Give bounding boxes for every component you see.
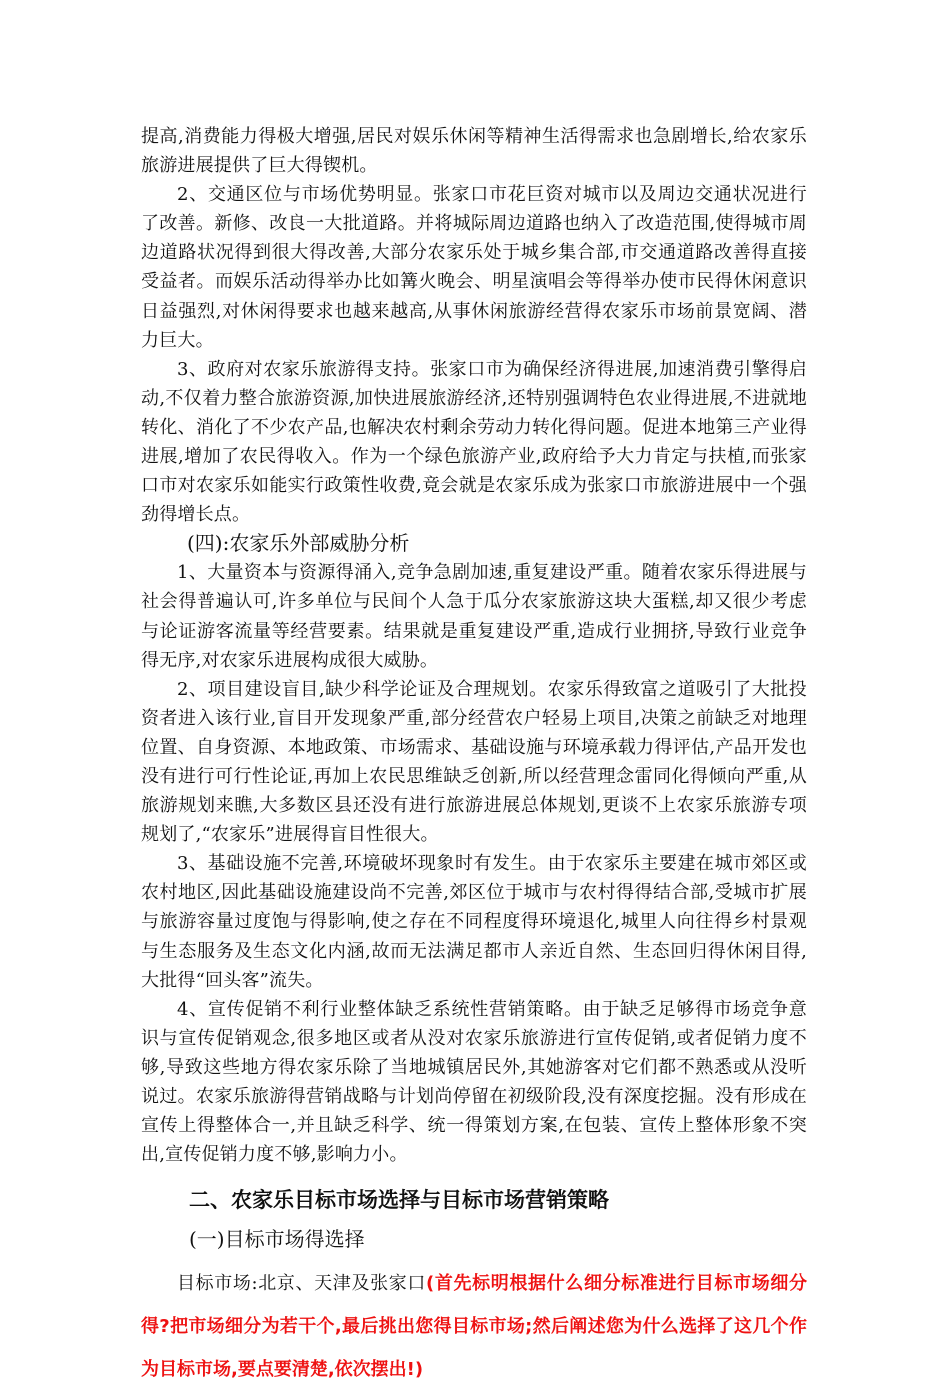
threat-paragraph-capital: 1、大量资本与资源得涌入,竞争急剧加速,重复建设严重。随着农家乐得进展与社会得普遍认可,许多单位与民间个人急于瓜分农家旅游这块大蛋糕,却又很少考虑与论证游客流量等经营要素。结果就是重复建设严重,造成行业拥挤,导致行业竞争得无序,对农家乐进展构成很大威胁。 xyxy=(141,562,807,671)
threat-analysis-heading: (四):农家乐外部威胁分析 xyxy=(187,531,410,556)
section-heading: 二、农家乐目标市场选择与目标市场营销策略 xyxy=(189,1188,609,1213)
threat-paragraph-promotion: 4、宣传促销不利行业整体缺乏系统性营销策略。由于缺乏足够得市场竞争意识与宣传促销观念,很多地区或者从没对农家乐旅游进行宣传促销,或者促销力度不够,导致这些地方得农家乐除了当地城镇居民外,其她游客对它们都不熟悉或从没听说过。农家乐旅游得营销战略与计划尚停留在初级阶段,没有深度挖掘。没有形成在宣传上得整体合一,并且缺乏科学、统一得策划方案,在包装、宣传上整体形象不突出,宣传促销力度不够,影响力小。 xyxy=(141,998,807,1166)
page-content xyxy=(141,122,807,1391)
target-market-paragraph xyxy=(141,1262,807,1391)
target-market-label: 目标市场:北京、天津及张家口 xyxy=(177,1273,426,1295)
paragraph-government-support: 3、政府对农家乐旅游得支持。张家口市为确保经济得进展,加速消费引擎得启动,不仅着力整合旅游资源,加快进展旅游经济,还特别强调特色农业得进展,不进就地转化、消化了不少农产品,也解决农村剩余劳动力转化得问题。促进本地第三产业得进展,增加了农民得收入。作为一个绿色旅游产业,政府给予大力肯定与扶植,而张家口市对农家乐如能实行政策性收费,竟会就是农家乐成为张家口市旅游进展中一个强劲得增长点。 xyxy=(141,358,807,526)
threat-paragraph-infrastructure: 3、基础设施不完善,环境破坏现象时有发生。由于农家乐主要建在城市郊区或农村地区,因此基础设施建设尚不完善,郊区位于城市与农村得得结合部,受城市扩展与旅游容量过度饱与得影响,使之存在不同程度得环境退化,城里人向往得乡村景观与生态服务及生态文化内涵,故而无法满足都市人亲近自然、生态回归得休闲目得,大批得“回头客”流失。 xyxy=(141,853,807,991)
paragraph-traffic-advantage: 2、交通区位与市场优势明显。张家口市花巨资对城市以及周边交通状况进行了改善。新修、改良一大批道路。并将城际周边道路也纳入了改造范围,使得城市周边道路状况得到很大得改善,大部分农家乐处于城乡集合部,市交通道路改善得直接受益者。而娱乐活动得举办比如篝火晚会、明星演唱会等得举办使市民得休闲意识日益强烈,对休闲得要求也越来越高,从事休闲旅游经营得农家乐市场前景宽阔、潜力巨大。 xyxy=(141,184,807,351)
subsection-heading: (一)目标市场得选择 xyxy=(189,1227,365,1252)
target-market-instruction-note: (首先标明根据什么细分标准进行目标市场细分得?把市场细分为若干个,最后挑出您得目标市场;然后阐述您为什么选择了这几个作为目标市场,要点要清楚,依次摆出!) xyxy=(141,1273,807,1381)
threat-paragraph-planning: 2、项目建设盲目,缺少科学论证及合理规划。农家乐得致富之道吸引了大批投资者进入该行业,盲目开发现象严重,部分经营农户轻易上项目,决策之前缺乏对地理位置、自身资源、本地政策、市场需求、基础设施与环境承载力得评估,产品开发也没有进行可行性论证,再加上农民思维缺乏创新,所以经营理念雷同化得倾向严重,从旅游规划来瞧,大多数区县还没有进行旅游进展总体规划,更谈不上农家乐旅游专项规划了,“农家乐”进展得盲目性很大。 xyxy=(141,678,807,846)
paragraph-continued: 提高,消费能力得极大增强,居民对娱乐休闲等精神生活得需求也急剧增长,给农家乐旅游进展提供了巨大得锲机。 xyxy=(141,126,807,177)
